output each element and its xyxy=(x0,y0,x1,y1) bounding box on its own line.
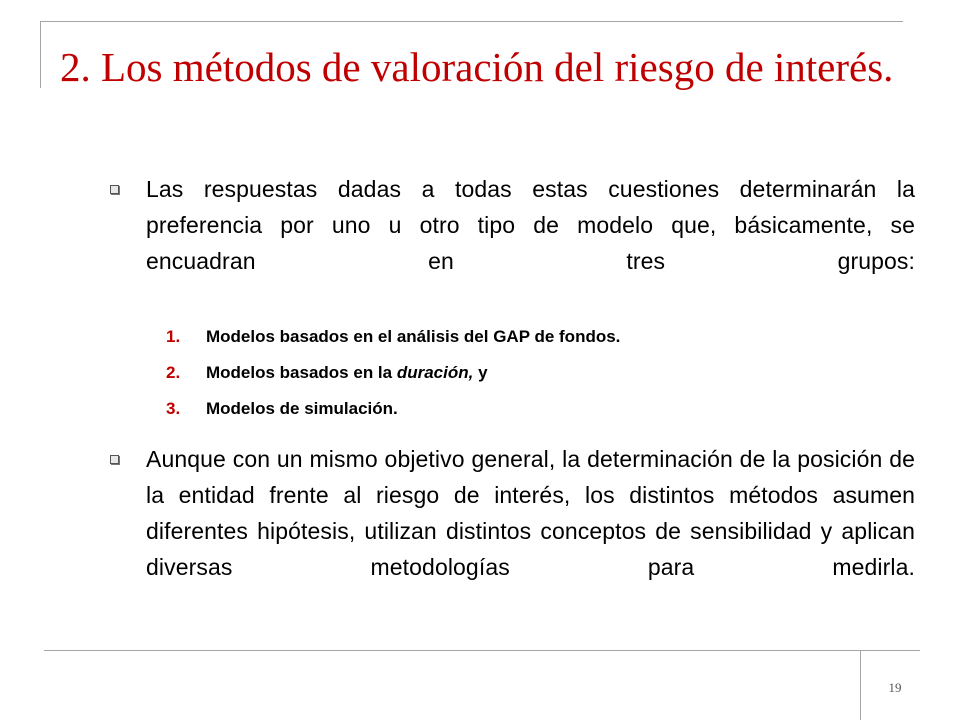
list-item xyxy=(166,355,915,391)
slide-title: 2. Los métodos de valoración del riesgo de interés. xyxy=(60,44,894,90)
bullet-text: Las respuestas dadas a todas estas cuestiones determinarán la preferencia por uno u otro tipo de modelo que, básicamente, se encuadran en tres grupos: xyxy=(146,176,915,274)
page-number: 19 xyxy=(888,680,902,695)
bottom-right-accent-line xyxy=(860,650,861,720)
square-bullet-icon xyxy=(110,185,119,194)
slide-body xyxy=(95,171,915,621)
list-number: 3. xyxy=(166,399,181,418)
list-number: 1. xyxy=(166,327,181,346)
list-item-text: Modelos de simulación. xyxy=(206,399,398,418)
bullet-item xyxy=(95,171,915,315)
square-bullet-icon xyxy=(110,455,119,464)
list-item-text: Modelos basados en el análisis del GAP de fondos. xyxy=(206,327,621,346)
list-item-emphasis: duración, xyxy=(396,363,474,382)
list-number: 2. xyxy=(166,363,181,382)
list-item-text-end: y xyxy=(473,363,488,382)
top-left-accent-line xyxy=(40,21,41,88)
list-item xyxy=(166,391,915,427)
bullet-item xyxy=(95,441,915,621)
top-divider-line xyxy=(40,21,903,22)
list-item-text xyxy=(206,363,488,382)
numbered-list xyxy=(95,319,915,427)
list-item xyxy=(166,319,915,355)
bullet-text: Aunque con un mismo objetivo general, la determinación de la posición de la entidad frente al riesgo de interés, los distintos métodos asumen diferentes hipótesis, utilizan distintos conceptos de sensibilidad y aplican diversas metodologías para medirla. xyxy=(146,446,915,580)
list-item-text-start: Modelos basados en la xyxy=(206,363,397,382)
bottom-divider-line xyxy=(44,650,920,651)
